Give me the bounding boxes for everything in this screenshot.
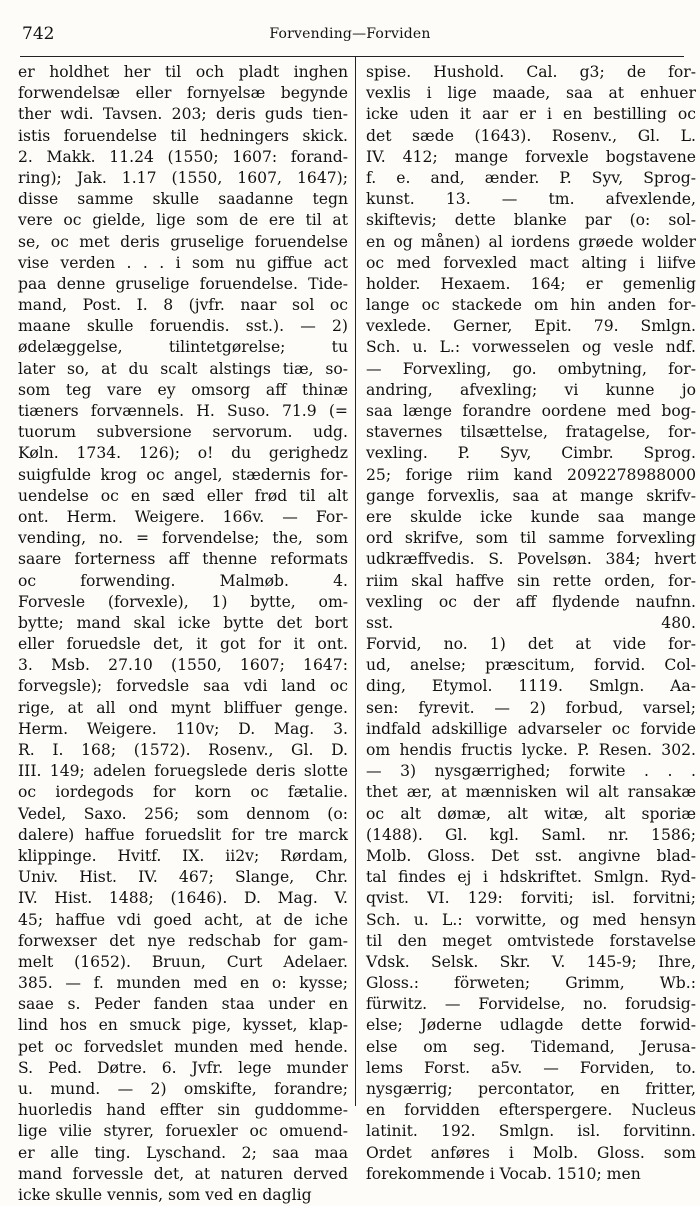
text-line: ring); Jak. 1.17 (1550, 1607, 1647); — [18, 168, 348, 187]
text-line: udkræffvedis. S. Povelsøn. 384; hvert — [366, 550, 696, 569]
text-line: holder. Hexaem. 164; er gemenlig — [366, 274, 696, 293]
text-line: er holdhet her til och pladt inghen — [18, 63, 348, 81]
text-line: Sch. u. L.: vorwitte, og med hensyn — [366, 910, 696, 929]
text-line: disse samme skulle saadanne tegn — [18, 190, 348, 209]
text-line: stavernes tilsættelse, fratagelse, for- — [366, 423, 696, 442]
text-line: icke uden it aar er i en bestilling oc — [366, 105, 696, 124]
text-line: (1488). Gl. kgl. Saml. nr. 1586; — [366, 825, 696, 844]
text-line: Forvid, no. 1) det at vide for- — [366, 635, 696, 654]
text-line: Gloss.: förweten; Grimm, Wb.: — [366, 974, 696, 993]
text-line: vexling oc der aff flydende naufnn. — [366, 592, 696, 611]
text-line: Sch. u. L.: vorwesselen og vesle ndf. — [366, 338, 696, 357]
text-line: dalere) haffue foruedslit for tre marck — [18, 825, 348, 844]
text-line: pet oc forvedslet munden med hende. — [18, 1037, 348, 1056]
text-line: skiftevis; dette blanke par (o: sol- — [366, 211, 696, 230]
text-line: latinit. 192. Smlgn. isl. forvitinn. — [366, 1122, 696, 1141]
text-line: Vdsk. Selsk. Skr. V. 145-9; Ihre, — [366, 952, 696, 971]
text-line: fürwitz. — Forvidelse, no. forudsig- — [366, 995, 696, 1014]
text-line: tiæners forvænnels. H. Suso. 71.9 (= — [18, 402, 348, 420]
text-line: istis foruendelse til hedningers skick. — [18, 126, 348, 145]
text-line: vise verden . . . i som nu giffue act — [18, 253, 348, 272]
text-line: else om seg. Tidemand, Jerusa- — [366, 1037, 696, 1056]
text-line: se, oc met deris gruselige foruendelse — [18, 232, 348, 251]
text-line: Forvesle (forvexle), 1) bytte, om- — [18, 592, 348, 611]
text-line: spise. Hushold. Cal. g3; de for- — [366, 63, 696, 81]
text-line: mand forvessle det, at naturen derved — [18, 1164, 348, 1183]
text-line: Køln. 1734. 126); o! du gerighedz — [18, 444, 348, 463]
text-line: bytte; mand skal icke bytte det bort — [18, 613, 348, 632]
text-line: Molb. Gloss. Det sst. angivne blad- — [366, 846, 696, 865]
text-line: klippinge. Hvitf. IX. ii2v; Rørdam, — [18, 846, 348, 865]
text-line: 2. Makk. 11.24 (1550; 1607: forand- — [18, 147, 348, 166]
text-line: sen: fyrevit. — 2) forbud, varsel; — [366, 698, 696, 717]
text-line: paa denne gruselige foruendelse. Tide- — [18, 274, 348, 293]
text-line: oc forwending. Malmøb. 4. — [18, 571, 348, 590]
text-line: — 3) nysgærrighed; forwite . . . — [366, 762, 696, 781]
text-line: huorledis hand effter sin guddomme- — [18, 1101, 348, 1120]
text-line: ther wdi. Tavsen. 203; deris guds tien- — [18, 105, 348, 124]
text-line: 25; forige riim kand 2092278988000 — [366, 465, 696, 484]
text-line: qvist. VI. 129: forviti; isl. forvitni; — [366, 889, 696, 908]
text-line: IV. Hist. 1488; (1646). D. Mag. V. — [18, 889, 348, 908]
text-line: saae s. Peder fanden staa under en — [18, 995, 348, 1014]
text-line: mand, Post. I. 8 (jvfr. naar sol oc — [18, 296, 348, 315]
text-line: en og månen) al iordens grøede wolder — [366, 232, 696, 251]
text-line: uendelse oc en sæd eller frød til alt — [18, 486, 348, 505]
text-line: rige, at all ond mynt bliffuer genge. — [18, 698, 348, 717]
text-line: oc alt dømæ, alt witæ, alt sporiæ — [366, 804, 696, 823]
text-line: nysgærrig; percontator, en fritter, — [366, 1080, 696, 1098]
text-line: thet ær, at mænnisken wil alt ransakæ — [366, 783, 696, 802]
text-line: 45; haffue vdi goed acht, at de iche — [18, 910, 348, 929]
text-line: eller foruedsle det, it got for it ont. — [18, 635, 348, 654]
text-line: kunst. 13. — tm. afvexlende, — [366, 190, 696, 209]
text-line: 385. — f. munden med en o: kysse; — [18, 974, 348, 993]
text-line: — Forvexling, go. ombytning, for- — [366, 359, 696, 378]
text-line: tal findes ej i hdskriftet. Smlgn. Ryd- — [366, 868, 696, 887]
text-line: S. Ped. Døtre. 6. Jvfr. lege munder — [18, 1058, 348, 1077]
text-line: saa længe forandre oordene med bog- — [366, 402, 696, 420]
text-line: ødelæggelse, tilintetgørelse; tu — [18, 338, 348, 357]
text-line: om hendis fructis lycke. P. Resen. 302. — [366, 741, 696, 759]
text-line: u. mund. — 2) omskifte, forandre; — [18, 1080, 348, 1098]
text-line: oc med forvexled mact alting i liifve — [366, 253, 696, 272]
text-line: Herm. Weigere. 110v; D. Mag. 3. — [18, 719, 348, 738]
text-line: det sæde (1643). Rosenv., Gl. L. — [366, 126, 696, 145]
text-line: til den meget omtvistede forstavelse — [366, 931, 696, 950]
text-line: ud, anelse; præscitum, forvid. Col- — [366, 656, 696, 675]
text-line: saare forterness aff thenne reformats — [18, 550, 348, 569]
text-line: som teg vare ey omsorg aff thinæ — [18, 380, 348, 399]
text-line: indfald adskillige advarseler oc forvide — [366, 719, 696, 738]
text-line: en forvidden efterspergere. Nucleus — [366, 1101, 696, 1120]
text-line: maane skulle foruendis. sst.). — 2) — [18, 317, 348, 336]
text-line: vexling. P. Syv, Cimbr. Sprog. — [366, 444, 696, 463]
text-line: III. 149; adelen foruegslede deris slotte — [18, 762, 348, 781]
text-line: oc iordegods for korn oc fætalie. — [18, 783, 348, 802]
text-line: lige vilie styrer, foruexler oc omuend- — [18, 1122, 348, 1141]
text-line: f. e. and, ænder. P. Syv, Sprog- — [366, 168, 696, 187]
text-line: andring, afvexling; vi kunne jo — [366, 380, 696, 399]
text-line: er alle ting. Lyschand. 2; saa maa — [18, 1143, 348, 1162]
text-line: forekommende i Vocab. 1510; men — [366, 1164, 641, 1183]
text-line: IV. 412; mange forvexle bogstavene — [366, 147, 696, 166]
page-header — [22, 14, 678, 46]
text-line: melt (1652). Bruun, Curt Adelaer. — [18, 952, 348, 971]
text-line: tuorum subversione servorum. udg. — [18, 423, 348, 442]
text-line: riim skal haffve sin rette orden, for- — [366, 571, 696, 590]
right-column — [366, 62, 696, 1185]
text-line: vending, no. = forvendelse; the, som — [18, 529, 348, 548]
text-line: forwexser det nye redschab for gam- — [18, 931, 348, 950]
text-line: Vedel, Saxo. 256; som dennom (o: — [18, 804, 348, 823]
text-line: ere skulde icke kunde saa mange — [366, 507, 696, 526]
text-line: ding, Etymol. 1119. Smlgn. Aa- — [366, 677, 696, 696]
page-number: 742 — [22, 24, 55, 44]
text-line: lind hos en smuck pige, kysset, klap- — [18, 1016, 348, 1035]
text-line: vere oc gielde, lige som de ere til at — [18, 211, 348, 230]
text-line: icke skulle vennis, som ved en daglig — [18, 1185, 312, 1204]
text-line: ont. Herm. Weigere. 166v. — For- — [18, 507, 348, 526]
text-line: ord skrifve, som til samme forvexling — [366, 529, 696, 548]
text-line: forwendelsæ eller fornyelsæ begynde — [18, 84, 348, 103]
text-line: later so, at du scalt alstings tiæ, so- — [18, 359, 348, 378]
running-head: Forvending—Forviden — [269, 26, 431, 42]
text-line: Univ. Hist. IV. 467; Slange, Chr. — [18, 868, 348, 887]
text-line: else; Jøderne udlagde dette forwid- — [366, 1016, 696, 1035]
text-line: suigfulde krog oc angel, stædernis for- — [18, 465, 348, 484]
text-line: R. I. 168; (1572). Rosenv., Gl. D. — [18, 741, 348, 759]
left-column — [18, 62, 348, 1206]
text-line: vexlis i lige maade, saa at enhuer — [366, 84, 696, 103]
text-line: lems Forst. a5v. — Forviden, to. — [366, 1058, 696, 1077]
text-line: 3. Msb. 27.10 (1550, 1607; 1647: — [18, 656, 348, 675]
text-line: Ordet anføres i Molb. Gloss. som — [366, 1143, 696, 1162]
text-line: sst. 480. — [366, 613, 696, 632]
header-rule — [20, 56, 684, 57]
text-line: vexlede. Gerner, Epit. 79. Smlgn. — [366, 317, 696, 336]
text-line: gange forvexlis, saa at mange skrifv- — [366, 486, 696, 505]
text-line: forvegsle); forvedsle saa vdi land oc — [18, 677, 348, 696]
column-divider — [355, 56, 356, 1106]
text-line: lange oc stackede om hin anden for- — [366, 296, 696, 315]
